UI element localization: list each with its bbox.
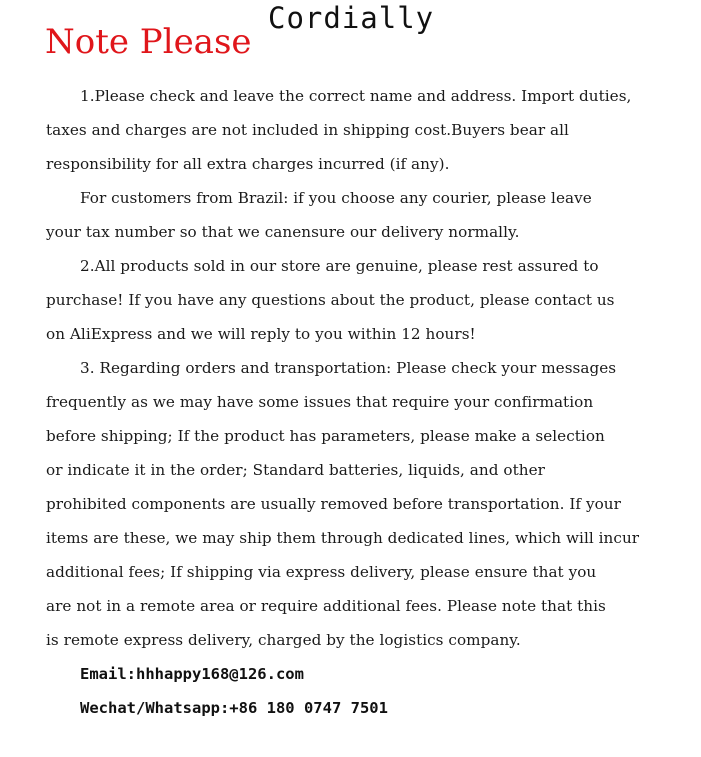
paragraph-3-line-9: is remote express delivery, charged by the logistics company. [46, 631, 521, 649]
paragraph-3-line-2: frequently as we may have some issues that require your confirmation [46, 393, 594, 411]
contact-phone: Wechat/Whatsapp:+86 180 0747 7501 [80, 699, 388, 717]
paragraph-3-line-6: items are these, we may ship them through dedicated lines, which will incur [46, 529, 640, 547]
page-heading: Cordially [268, 1, 435, 35]
paragraph-2-line-1: 2.All products sold in our store are genuine, please rest assured to [80, 257, 599, 275]
notice-body [46, 79, 656, 725]
paragraph-1-line-2: taxes and charges are not included in shipping cost.Buyers bear all [46, 121, 569, 139]
paragraph-3-line-5: prohibited components are usually removed before transportation. If your [46, 495, 621, 513]
paragraph-3-line-8: are not in a remote area or require additional fees. Please note that this [46, 597, 606, 615]
brazil-note-line-1: For customers from Brazil: if you choose any courier, please leave [80, 189, 592, 207]
paragraph-3-line-3: before shipping; If the product has parameters, please make a selection [46, 427, 605, 445]
paragraph-1-line-3: responsibility for all extra charges incurred (if any). [46, 155, 450, 173]
paragraph-3-line-4: or indicate it in the order; Standard batteries, liquids, and other [46, 461, 545, 479]
paragraph-2-line-2: purchase! If you have any questions about the product, please contact us [46, 291, 615, 309]
paragraph-3-line-1: 3. Regarding orders and transportation: Please check your messages [80, 359, 617, 377]
paragraph-1-line-1: 1.Please check and leave the correct name and address. Import duties, [80, 87, 632, 105]
brazil-note-line-2: your tax number so that we canensure our delivery normally. [46, 223, 520, 241]
paragraph-3-line-7: additional fees; If shipping via express delivery, please ensure that you [46, 563, 597, 581]
paragraph-2-line-3: on AliExpress and we will reply to you within 12 hours! [46, 325, 476, 343]
note-title: Note Please [45, 22, 252, 62]
contact-email: Email:hhhappy168@126.com [80, 665, 304, 683]
